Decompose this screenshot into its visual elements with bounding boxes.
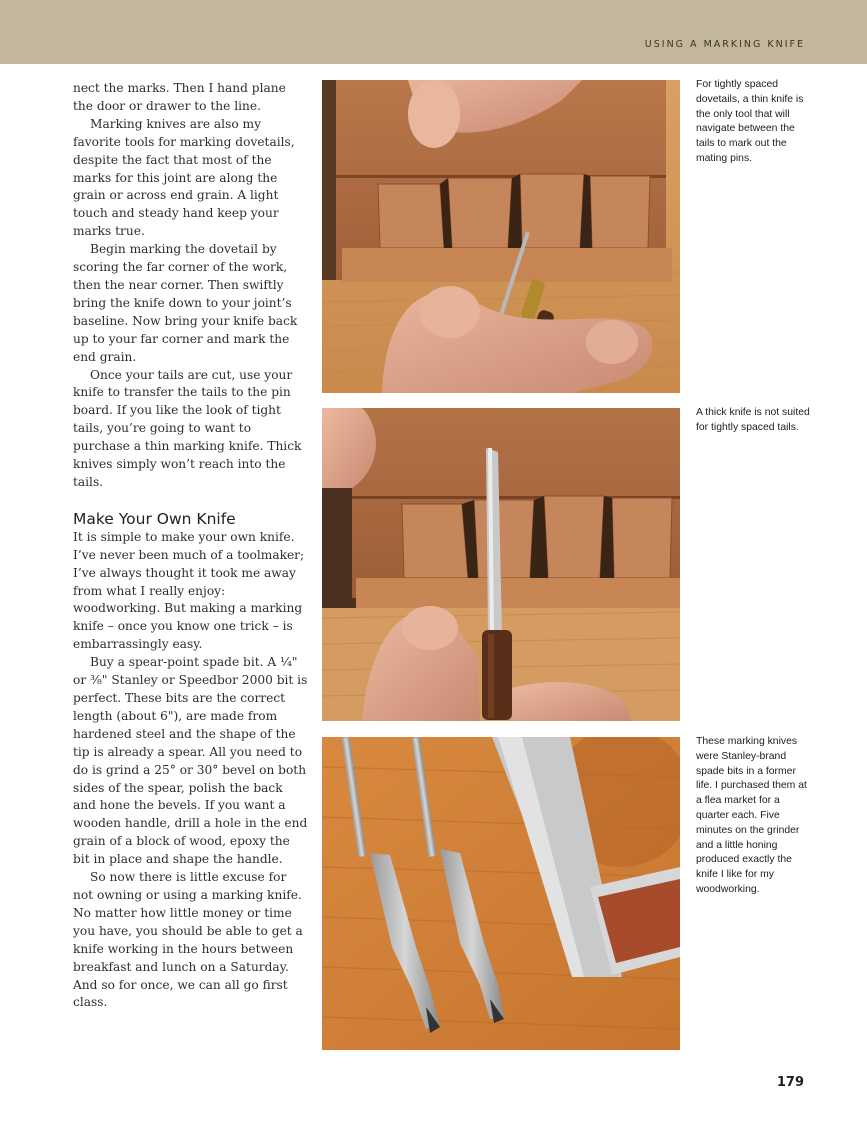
photo-thick-knife [322, 408, 680, 721]
body-text-column [73, 80, 309, 1012]
page-number: 179 [776, 1075, 804, 1090]
caption-photo-2: A thick knife is not suited for tightly spaced tails. [696, 407, 810, 433]
section-heading: Make Your Own Knife [73, 509, 236, 528]
body-paragraph: So now there is little excuse for not owning or using a marking knife. No matter how little money or time you have, you should be able to get a knife working in the hours between breakfast and lunch on a Saturday. And so for once, we can all go first class. [73, 870, 303, 1010]
body-paragraph: Buy a spear-point spade bit. A ¹⁄₄" or ³⁄₈" Stanley or Speedbor 2000 bit is perfect. These bits are the correct length (about 6"), are made from hardened steel and the shape of the tip is already a spear. All you need to do is grind a 25° or 30° bevel on both sides of the spear, polish the back and hone the bevels. If you want a wooden handle, drill a hole in the end grain of a block of wood, epoxy the bit in place and shape the handle. [73, 655, 308, 867]
body-paragraph: Once your tails are cut, use your knife to transfer the tails to the pin board. If you like the look of tight tails, you’re going to want to purchase a thin marking knife. Thick knives simply won’t reach into the tails. [73, 367, 302, 489]
photo-thin-knife-dovetails [322, 80, 680, 393]
running-head: USING A MARKING KNIFE [644, 39, 805, 50]
caption-photo-1: For tightly spaced dovetails, a thin knife is the only tool that will navigate between the tails to mark out the mating pins. [696, 79, 804, 164]
body-paragraph: Marking knives are also my favorite tools for marking dovetails, despite the fact that most of the marks for this joint are along the grain or across end grain. A light touch and steady hand keep your marks true. [73, 116, 295, 239]
header-band [0, 0, 867, 64]
caption-photo-3: These marking knives were Stanley-brand spade bits in a former life. I purchased them at a flea market for a quarter each. Five minutes on the grinder and a little honing produced exactly the knife I like for my woodworking. [696, 736, 807, 895]
body-paragraph: It is simple to make your own knife. I’ve never been much of a toolmaker; I’ve always thought it took me away from what I really enjoy: woodworking. But making a marking knife – once you know one trick – is embarrassingly easy. [73, 529, 305, 652]
body-paragraph: nect the marks. Then I hand plane the door or drawer to the line. [73, 81, 286, 113]
photo-spade-bit-knives [322, 737, 680, 1050]
body-paragraph: Begin marking the dovetail by scoring the far corner of the work, then the near corner. Then swiftly bring the knife down to your joint’s baseline. Now bring your knife back up to your far corner and mark the end grain. [73, 242, 298, 364]
